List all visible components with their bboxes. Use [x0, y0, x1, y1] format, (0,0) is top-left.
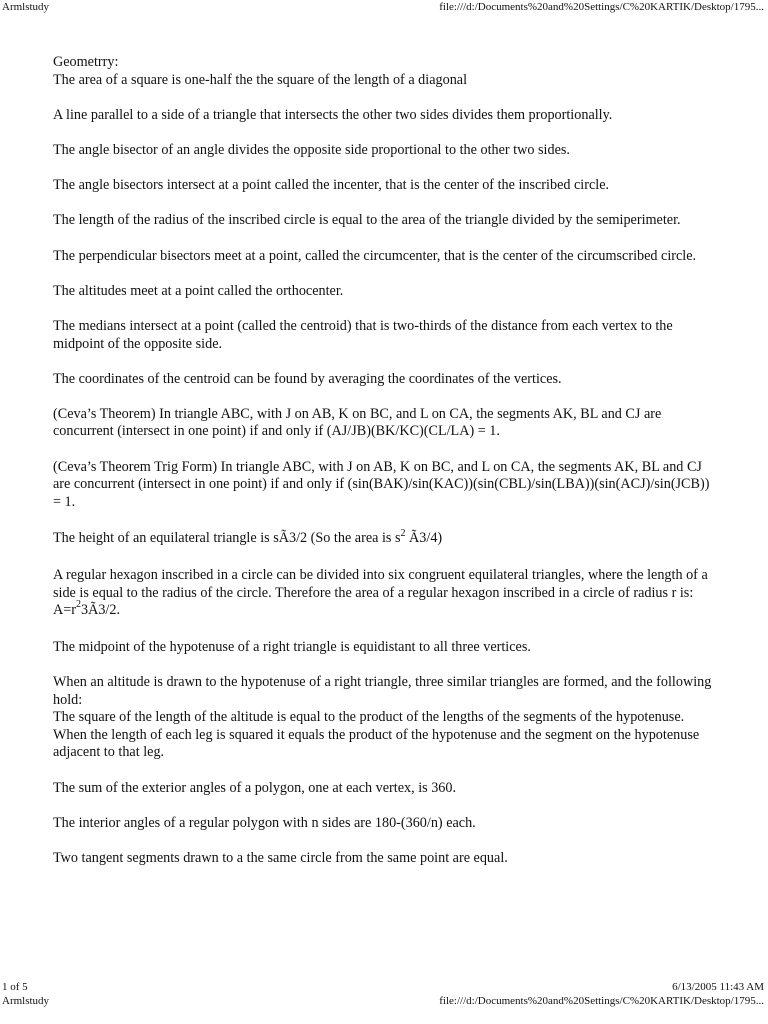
- paragraph-centroid: The medians intersect at a point (called the centroid) that is two-thirds of the distance from each vertex to the midpoint of the opposite side.: [53, 317, 673, 352]
- paragraph-parallel-line: A line parallel to a side of a triangle that intersects the other two sides divides them proportionally.: [53, 106, 613, 123]
- paragraph-ceva-trig-form: (Ceva’s Theorem Trig Form) In triangle ABC, with J on AB, K on BC, and L on CA, the segments AK, BL and CJ are concurrent (intersect in one point) if and only if (sin(BAK)/sin(KAC))(sin(CBL)/sin(LBA))(sin(ACJ)/sin(JCB)) = 1.: [53, 458, 710, 510]
- paragraph-text: When an altitude is drawn to the hypotenuse of a right triangle, three similar triangles are formed, and the following hold:: [53, 674, 712, 708]
- paragraph-ceva-theorem: (Ceva’s Theorem) In triangle ABC, with J on AB, K on BC, and L on CA, the segments AK, BL and CJ are concurrent (intersect in one point) if and only if (AJ/JB)(BK/KC)(CL/LA) = 1.: [53, 405, 662, 440]
- paragraph-text: A regular hexagon inscribed in a circle can be divided into six congruent equilateral triangles, where the length of a side is equal to the radius of the circle. Therefore the area of a regular hexagon inscribed in a circle of radius r is: A=r: [53, 567, 708, 619]
- paragraph-exterior-angles: The sum of the exterior angles of a polygon, one at each vertex, is 360.: [53, 779, 457, 796]
- paragraph-incenter: The angle bisectors intersect at a point called the incenter, that is the center of the inscribed circle.: [53, 177, 610, 194]
- paragraph-inscribed-radius: The length of the radius of the inscribed circle is equal to the area of the triangle divided by the semiperimeter.: [53, 212, 681, 229]
- paragraph-area-of-square: [53, 54, 713, 89]
- paragraph-text: 3Ã3/2.: [80, 602, 120, 619]
- paragraph-angle-bisector: The angle bisector of an angle divides the opposite side proportional to the other two sides.: [53, 141, 570, 158]
- footer-title: Armlstudy: [2, 995, 50, 1007]
- footer-datetime: 6/13/2005 11:43 AM: [672, 981, 764, 993]
- paragraph-text: Ã3/4): [405, 530, 443, 547]
- paragraph-regular-hexagon: [53, 567, 713, 620]
- section-heading: Geometrry:: [53, 54, 119, 70]
- header-path: file:///d:/Documents%20and%20Settings/C%20KARTIK/Desktop/1795...: [439, 1, 764, 13]
- superscript: 2: [75, 599, 81, 611]
- header-title: Armlstudy: [2, 1, 50, 13]
- paragraph-text: The square of the length of the altitude is equal to the product of the lengths of the segments of the hypotenuse.: [53, 709, 685, 726]
- paragraph-interior-angles: The interior angles of a regular polygon with n sides are 180-(360/n) each.: [53, 814, 476, 831]
- paragraph-hypotenuse-midpoint: The midpoint of the hypotenuse of a right triangle is equidistant to all three vertices.: [53, 638, 531, 655]
- paragraph-circumcenter: The perpendicular bisectors meet at a point, called the circumcenter, that is the center of the circumscribed circle.: [53, 247, 697, 264]
- paragraph-tangent-segments: Two tangent segments drawn to a the same circle from the same point are equal.: [53, 849, 508, 866]
- document-body: [53, 54, 713, 885]
- paragraph-equilateral-height: [53, 527, 713, 548]
- paragraph-text: The area of a square is one-half the the square of the length of a diagonal: [53, 71, 468, 88]
- paragraph-similar-triangles: [53, 674, 713, 762]
- paragraph-text: The height of an equilateral triangle is sÃ3/2 (So the area is s: [53, 530, 401, 547]
- paragraph-text: When the length of each leg is squared it equals the product of the hypotenuse and the segment on the hypotenuse adjacent to that leg.: [53, 726, 700, 761]
- footer-page-number: 1 of 5: [2, 981, 28, 993]
- paragraph-orthocenter: The altitudes meet at a point called the orthocenter.: [53, 282, 344, 299]
- footer-path: file:///d:/Documents%20and%20Settings/C%20KARTIK/Desktop/1795...: [439, 995, 764, 1007]
- paragraph-centroid-coordinates: The coordinates of the centroid can be found by averaging the coordinates of the vertices.: [53, 370, 562, 387]
- superscript: 2: [400, 527, 406, 539]
